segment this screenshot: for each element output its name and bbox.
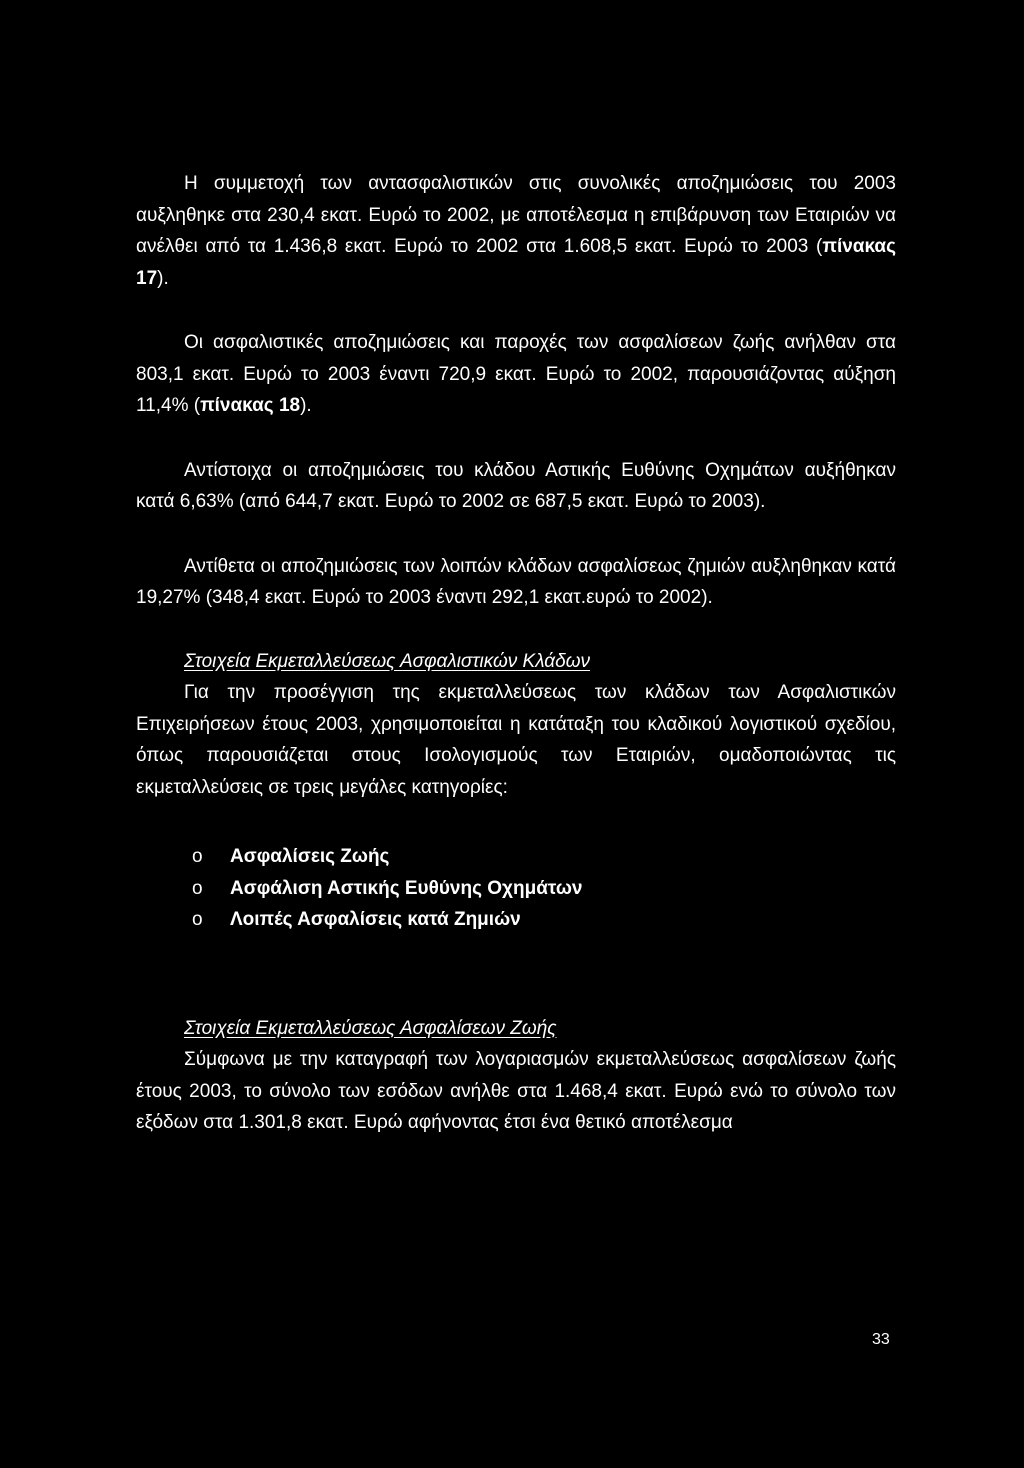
paragraph-reinsurance-tail: ).: [157, 267, 169, 289]
category-other: Λοιπές Ασφαλίσεις κατά Ζημιών: [230, 909, 521, 930]
table-17-reference: πίνακας 17: [136, 236, 896, 289]
paragraph-life-claims: [136, 327, 896, 422]
section-heading-life: Στοιχεία Εκμεταλλεύσεως Ασφαλίσεων Ζωής: [184, 1017, 557, 1039]
category-life: Ασφαλίσεις Ζωής: [230, 846, 390, 867]
paragraph-reinsurance-text: Η συμμετοχή των αντασφαλιστικών στις συνολικές αποζημιώσεις του 2003 αυξληθηκε στα 230,4 εκατ. Ευρώ το 2002, με αποτέλεσμα η επιβάρυνση των Εταιριών να ανέλθει από τα 1.436,8 εκατ. Ευρώ το 2002 στα 1.608,5 εκατ. Ευρώ το 2003 (: [136, 173, 896, 257]
category-list: [136, 841, 896, 936]
paragraph-life-claims-tail: ).: [300, 395, 312, 416]
list-item: [192, 904, 896, 936]
table-18-reference: πίνακας 18: [200, 395, 301, 416]
list-item: [192, 841, 896, 873]
list-item: [192, 873, 896, 905]
bullet-icon: o: [192, 846, 203, 867]
bullet-icon: o: [192, 909, 203, 930]
page-number: 33: [872, 1331, 890, 1348]
paragraph-other-damage: Αντίθετα οι αποζημιώσεις των λοιπών κλάδων ασφαλίσεως ζημιών αυξληθηκαν κατά 19,27% (348,4 εκατ. Ευρώ το 2003 έναντι 292,1 εκατ.ευρώ το 2002).: [136, 555, 896, 608]
document-page: [136, 168, 896, 1139]
paragraph-motor-liability: Αντίστοιχα οι αποζημιώσεις του κλάδου Αστικής Ευθύνης Οχημάτων αυξήθηκαν κατά 6,63% (από 644,7 εκατ. Ευρώ το 2002 σε 687,5 εκατ. Ευρώ το 2003).: [136, 459, 896, 512]
paragraph-reinsurance: [136, 168, 896, 294]
paragraph-life-operations: Σύμφωνα με την καταγραφή των λογαριασμών εκμεταλλεύσεως ασφαλίσεων ζωής έτους 2003, το σύνολο των εσόδων ανήλθε στα 1.468,4 εκατ. Ευρώ ενώ το σύνολο των εξόδων στα 1.301,8 εκατ. Ευρώ αφήνοντας έτσι ένα θετικό αποτέλεσμα: [136, 1049, 896, 1133]
paragraph-life-claims-text: Οι ασφαλιστικές αποζημιώσεις και παροχές των ασφαλίσεων ζωής ανήλθαν στα 803,1 εκατ. Ευρώ το 2003 έναντι 720,9 εκατ. Ευρώ το 2002, παρουσιάζοντας αύξηση 11,4% (: [136, 332, 896, 416]
paragraph-operations: Για την προσέγγιση της εκμεταλλεύσεως των κλάδων των Ασφαλιστικών Επιχειρήσεων έτους 2003, χρησιμοποιείται η κατάταξη του κλαδικού λογιστικού σχεδίου, όπως παρουσιάζεται στους Ισολογισμούς των Εταιριών, ομαδοποιώντας τις εκμεταλλεύσεις σε τρεις μεγάλες κατηγορίες:: [136, 682, 896, 798]
bullet-icon: o: [192, 877, 203, 899]
category-motor: Ασφάλιση Αστικής Ευθύνης Οχημάτων: [230, 877, 583, 899]
section-heading-operations: Στοιχεία Εκμεταλλεύσεως Ασφαλιστικών Κλάδων: [184, 650, 590, 672]
